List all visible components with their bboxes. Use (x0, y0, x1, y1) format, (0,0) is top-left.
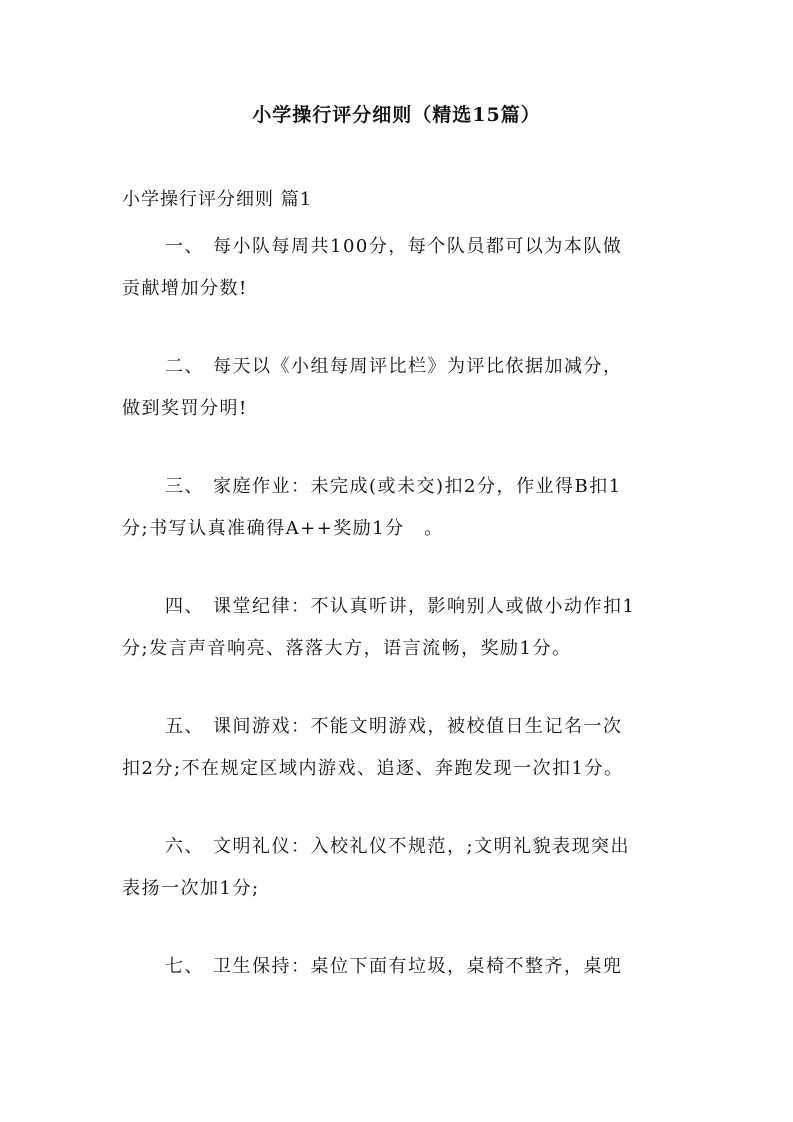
rule-number: 一、 (165, 236, 204, 257)
rule-text-line2: 分;书写认真准确得A++奖励1分 。 (122, 518, 444, 539)
rule-number: 七、 (165, 956, 204, 977)
rule-number: 四、 (165, 596, 204, 617)
rule-number: 六、 (165, 836, 204, 857)
rule-text-line2: 表扬一次加1分; (122, 878, 260, 899)
document-title: 小学操行评分细则（精选15篇） (252, 104, 541, 126)
rule-item-3 (122, 466, 674, 550)
rule-number: 五、 (165, 716, 204, 737)
rule-text-line1: 卫生保持：桌位下面有垃圾，桌椅不整齐，桌兜 (213, 956, 623, 977)
rule-text-line1: 每小队每周共100分，每个队员都可以为本队做 (213, 236, 623, 257)
rule-text-line2: 做到奖罚分明! (122, 398, 248, 419)
rule-item-7 (122, 946, 674, 988)
rules-list (122, 226, 674, 1024)
rule-number: 三、 (165, 476, 204, 497)
rule-text-line1: 课间游戏：不能文明游戏，被校值日生记名一次 (213, 716, 623, 737)
rule-item-4 (122, 586, 674, 670)
rule-item-6 (122, 826, 674, 910)
rule-text-line2: 扣2分;不在规定区域内游戏、追逐、奔跑发现一次扣1分。 (122, 758, 624, 779)
rule-item-5 (122, 706, 674, 790)
rule-text-line2: 分;发言声音响亮、落落大方，语言流畅，奖励1分。 (122, 638, 572, 659)
rule-text-line1: 家庭作业：未完成(或未交)扣2分，作业得B扣1 (213, 476, 622, 497)
rule-item-2 (122, 346, 674, 430)
rule-text-line1: 每天以《小组每周评比栏》为评比依据加减分， (213, 356, 623, 377)
rule-item-1 (122, 226, 674, 310)
rule-text-line1: 课堂纪律：不认真听讲，影响别人或做小动作扣1 (213, 596, 636, 617)
rule-text-line1: 文明礼仪：入校礼仪不规范，;文明礼貌表现突出 (213, 836, 631, 857)
rule-text-line2: 贡献增加分数! (122, 278, 248, 299)
rule-number: 二、 (165, 356, 204, 377)
section-heading: 小学操行评分细则 篇1 (122, 189, 313, 210)
